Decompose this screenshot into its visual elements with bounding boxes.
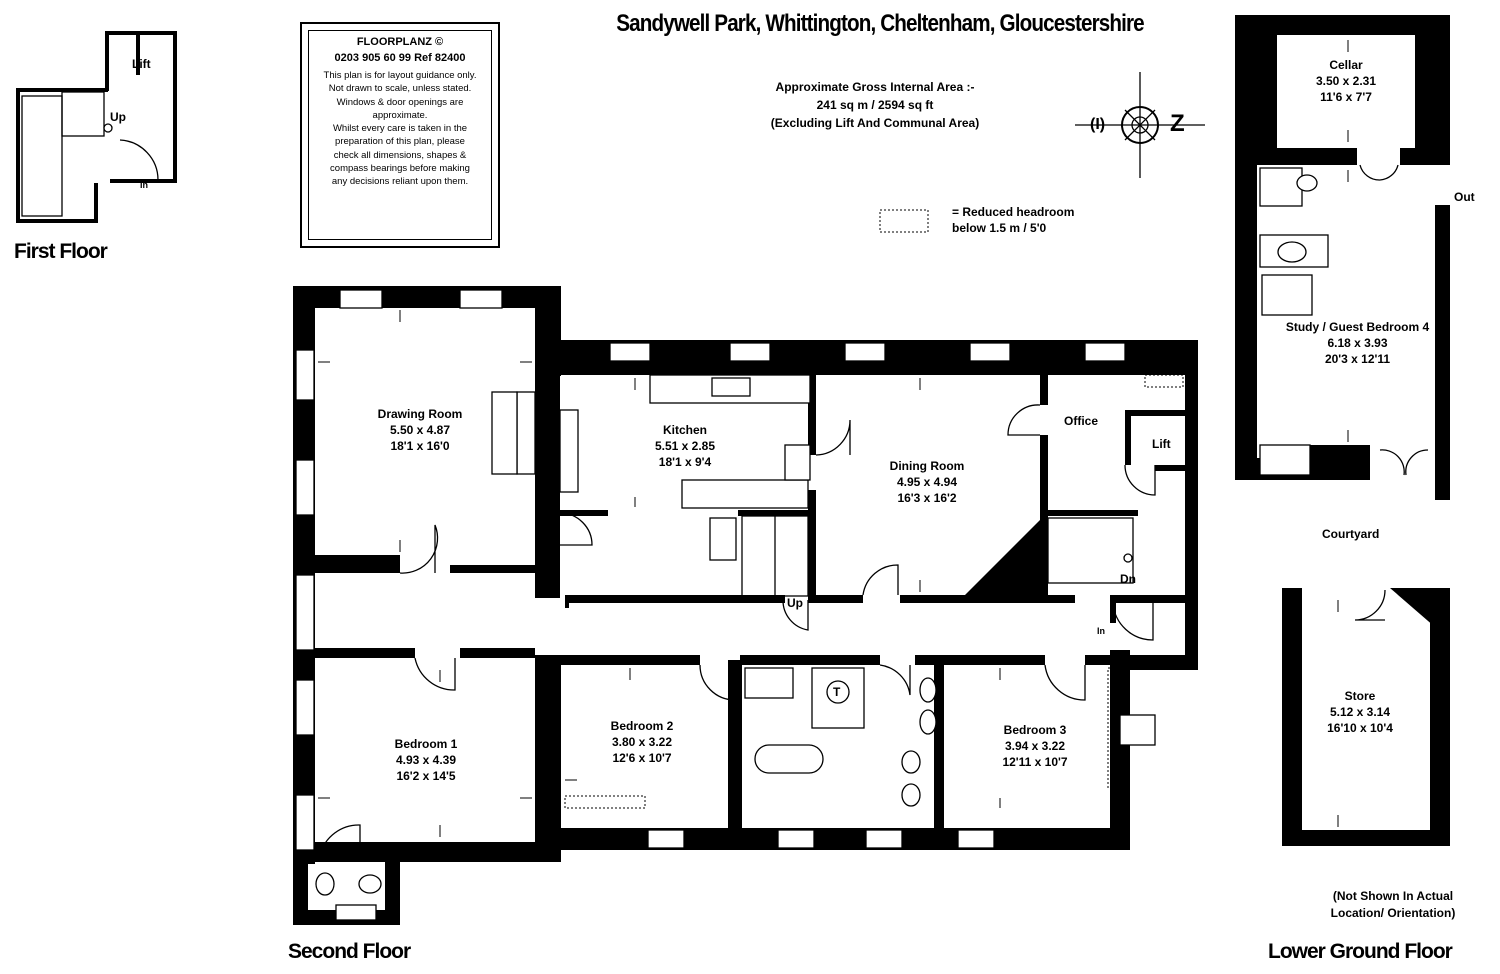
disclaimer-line: Windows & door openings are	[336, 96, 464, 108]
room-drawing-room: Drawing Room 5.50 x 4.87 18'1 x 16'0	[377, 407, 463, 453]
room-store: Store 5.12 x 3.14 16'10 x 10'4	[1327, 689, 1393, 735]
lower-ground-floor-label: Lower Ground Floor	[1268, 940, 1452, 963]
disclaimer-line: Not drawn to scale, unless stated.	[328, 83, 472, 95]
plan-title: Sandywell Park, Whittington, Cheltenham, Gloucestershire	[616, 10, 1144, 37]
room-study: Study / Guest Bedroom 4 6.18 x 3.93 20'3 x 12'11	[1285, 320, 1430, 366]
disclaimer-line: any decisions reliant upon them.	[331, 176, 469, 188]
disclaimer-line: compass bearings before making	[330, 163, 470, 175]
room-cellar: Cellar 3.50 x 2.31 11'6 x 7'7	[1315, 58, 1377, 104]
office-label: Office	[1064, 414, 1099, 428]
entrance-in-label: In	[1097, 626, 1105, 636]
room-dining-room: Dining Room 4.95 x 4.94 16'3 x 16'2	[889, 459, 965, 505]
first-floor-in-label: In	[140, 180, 148, 190]
disclaimer-line: approximate.	[372, 109, 428, 121]
area-value: 241 sq m / 2594 sq ft	[816, 98, 934, 112]
disclaimer-line: preparation of this plan, please	[335, 136, 465, 148]
phone-ref: 0203 905 60 99 Ref 82400	[334, 52, 466, 64]
area-block	[720, 78, 1030, 132]
compass-right-label: Z	[1170, 110, 1185, 137]
first-floor-plan	[16, 31, 177, 223]
orientation-footnote: (Not Shown In Actual Location/ Orientation)	[1330, 889, 1456, 920]
disclaimer-line: check all dimensions, shapes &	[333, 149, 467, 161]
legend-line2: below 1.5 m / 5'0	[952, 221, 1047, 235]
second-floor-label: Second Floor	[288, 940, 411, 963]
disclaimer-line: This plan is for layout guidance only.	[323, 70, 477, 81]
brand-name: FLOORPLANZ ©	[356, 36, 444, 48]
first-floor-lift-label: Lift	[132, 57, 151, 71]
courtyard-label: Courtyard	[1322, 527, 1380, 541]
legend-line1: = Reduced headroom	[952, 205, 1075, 219]
stairs-up-label: Up	[787, 596, 803, 610]
room-bedroom-3: Bedroom 3 3.94 x 3.22 12'11 x 10'7	[1002, 723, 1068, 769]
first-floor-up-label: Up	[110, 110, 126, 124]
first-floor-label: First Floor	[14, 240, 107, 263]
area-note: (Excluding Lift And Communal Area)	[770, 116, 980, 130]
area-heading: Approximate Gross Internal Area :-	[775, 80, 975, 94]
toilet-label: T	[833, 685, 841, 699]
stairs-down-label: Dn	[1120, 572, 1136, 586]
disclaimer-line: Whilst every care is taken in the	[332, 123, 468, 135]
room-bedroom-1: Bedroom 1 4.93 x 4.39 16'2 x 14'5	[394, 737, 458, 783]
room-kitchen: Kitchen 5.51 x 2.85 18'1 x 9'4	[654, 423, 716, 469]
lift-label: Lift	[1152, 437, 1171, 451]
compass-left-label: (I)	[1090, 116, 1106, 133]
legend	[952, 204, 1074, 236]
room-bedroom-2: Bedroom 2 3.80 x 3.22 12'6 x 10'7	[610, 719, 674, 765]
exit-out-label: Out	[1454, 190, 1475, 204]
info-box	[300, 22, 500, 248]
